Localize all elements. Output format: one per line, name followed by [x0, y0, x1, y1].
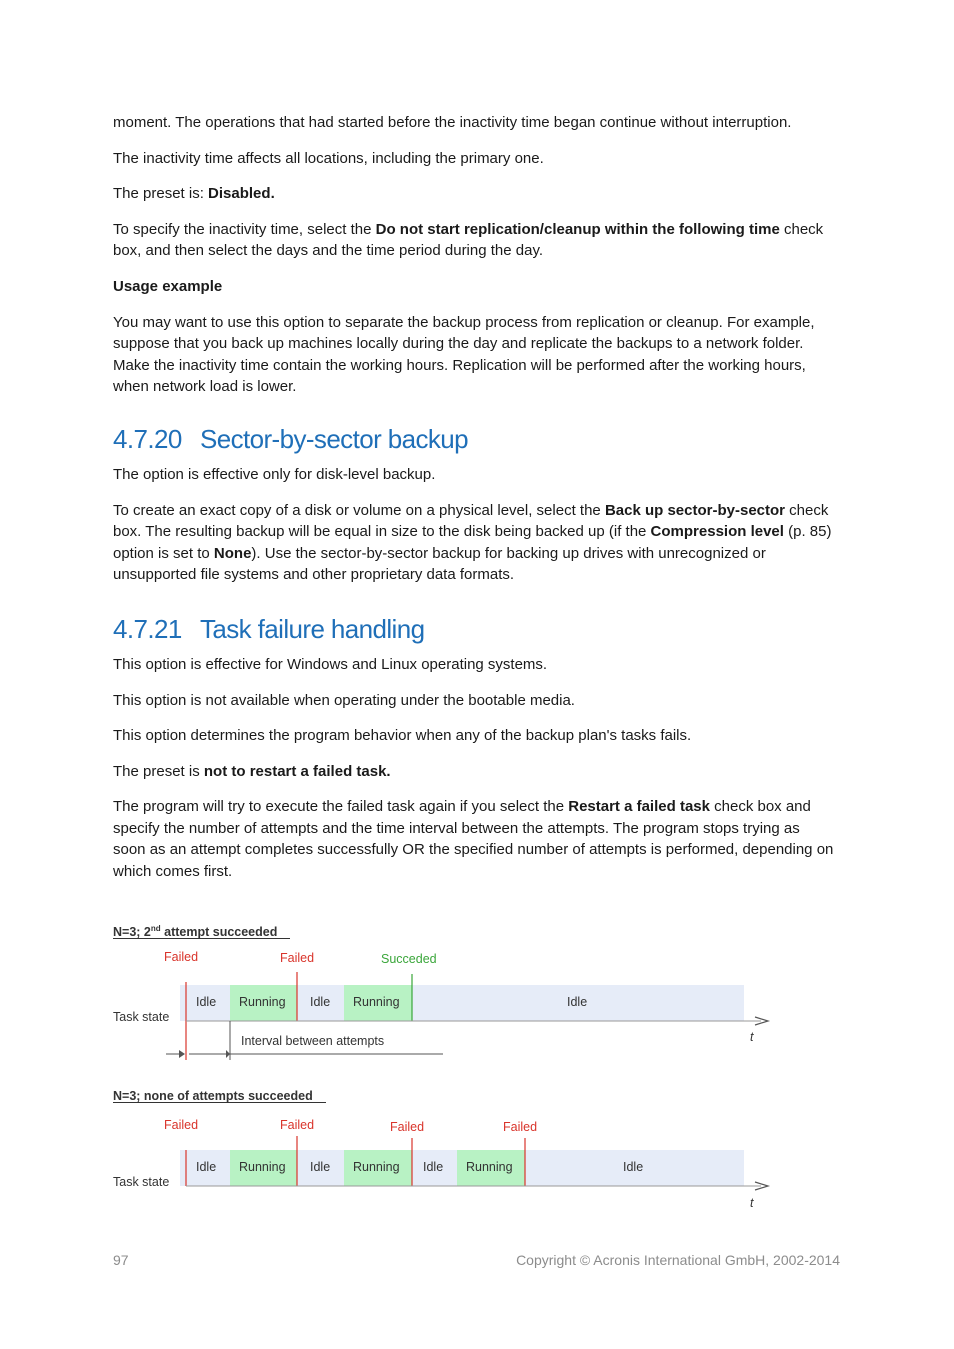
paragraph: To specify the inactivity time, select the Do not start replication/cleanup within the following time check box, and then select the days and the time period during the day.	[113, 220, 824, 260]
segment-label: Running	[239, 1160, 286, 1174]
marker-label-failed: Failed	[280, 951, 315, 965]
segment-label: Running	[353, 1160, 400, 1174]
segment-label: Idle	[310, 995, 331, 1009]
arrow-right-icon	[179, 1050, 185, 1058]
paragraph: This option is effective for Windows and Linux operating systems.	[113, 655, 548, 673]
row-label: Task state	[113, 1175, 170, 1189]
marker-label-failed: Failed	[280, 1118, 315, 1132]
segment-label: Idle	[623, 1160, 644, 1174]
paragraph: This option determines the program behavior when any of the backup plan's tasks fails.	[113, 727, 692, 745]
paragraph: You may want to use this option to separate the backup process from replication or cleanup. For example, suppose that you back up machines locally during the day and replicate the backups to a network folder. Make the inactivity time contain the working hours. Replication will be performed after the working hours, when network load is lower.	[113, 313, 815, 396]
paragraph: The preset is: Disabled.	[113, 185, 275, 203]
paragraph: The option is effective only for disk-level backup.	[113, 465, 436, 483]
axis-label: t	[750, 1196, 754, 1210]
segment-label: Idle	[567, 995, 588, 1009]
paragraph: The program will try to execute the failed task again if you select the Restart a failed task check box and specify the number of attempts and the time interval between the attempts. The program stops trying as soon as an attempt completes successfully OR the specified number of attempts is performed, depending on which comes first.	[113, 798, 834, 881]
marker-label-failed: Failed	[390, 1120, 425, 1134]
marker-label-succeeded: Succeded	[381, 952, 437, 966]
segment-label: Running	[353, 995, 400, 1009]
section-title: Task failure handling	[200, 613, 425, 644]
marker-label-failed: Failed	[164, 1118, 199, 1132]
diagram-title: N=3; 2nd attempt succeeded	[113, 924, 278, 939]
page-content	[113, 112, 835, 897]
interval-label: Interval between attempts	[241, 1034, 385, 1048]
segment-label: Idle	[196, 1160, 217, 1174]
paragraph: The preset is not to restart a failed task.	[113, 762, 391, 780]
page-number: 97	[113, 1252, 129, 1268]
diagram-title: N=3; none of attempts succeeded	[113, 1089, 313, 1103]
paragraph: This option is not available when operating under the bootable media.	[113, 691, 575, 709]
paragraph: To create an exact copy of a disk or volume on a physical level, select the Back up sector-by-sector check box. The resulting backup will be equal in size to the disk being backed up (if the Compression level (p. 85) option is set to None). Use the sector-by-sector backup for backing up drives with unrecognized or unsupported file systems and other proprietary data formats.	[113, 501, 832, 584]
section-heading	[113, 424, 835, 454]
paragraph: The inactivity time affects all locations, including the primary one.	[113, 149, 544, 167]
subheading: Usage example	[113, 277, 223, 295]
marker-label-failed: Failed	[164, 950, 199, 964]
retry-diagram-succeeded	[113, 922, 773, 1062]
segment-label: Running	[239, 995, 286, 1009]
arrow-right-icon	[226, 1050, 230, 1058]
segment-label: Running	[466, 1160, 513, 1174]
axis-label: t	[750, 1030, 754, 1044]
copyright: Copyright © Acronis International GmbH, 2002-2014	[516, 1252, 840, 1268]
row-label: Task state	[113, 1010, 170, 1024]
section-number: 4.7.20	[113, 423, 182, 454]
segment-label: Idle	[423, 1160, 444, 1174]
marker-label-failed: Failed	[503, 1120, 538, 1134]
segment-label: Idle	[196, 995, 217, 1009]
segment-label: Idle	[310, 1160, 331, 1174]
retry-diagram-failed	[113, 1086, 773, 1216]
section-title: Sector-by-sector backup	[200, 423, 468, 454]
section-heading	[113, 614, 835, 644]
section-number: 4.7.21	[113, 613, 182, 644]
paragraph: moment. The operations that had started before the inactivity time began continue without interruption.	[113, 114, 792, 131]
